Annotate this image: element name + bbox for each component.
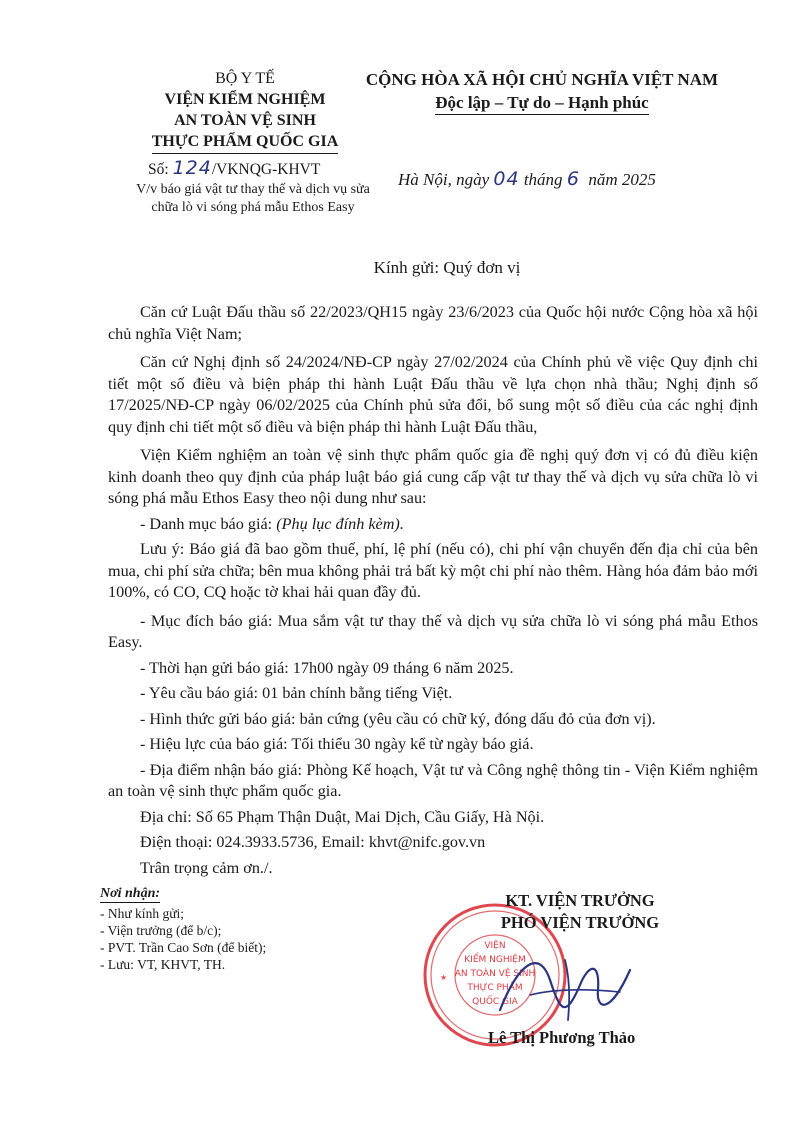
- paragraph-receiving-place: - Địa điểm nhận báo giá: Phòng Kế hoạch, Vật tư và Công nghệ thông tin - Viện Kiểm nghiệm an toàn vệ sinh thực phẩm quốc gia.: [108, 760, 758, 800]
- paragraph-closing: Trân trọng cảm ơn./.: [140, 858, 273, 877]
- document-number: [148, 157, 320, 179]
- paragraph-quote-list: [108, 514, 758, 536]
- issuer-header: [130, 68, 360, 154]
- recipient-item: - Viện trưởng (để b/c);: [100, 923, 222, 938]
- paragraph-legal-basis-1: Căn cứ Luật Đấu thầu số 22/2023/QH15 ngày 23/6/2023 của Quốc hội nước Cộng hòa xã hội chủ nghĩa Việt Nam;: [108, 303, 758, 343]
- greeting-text: Kính gửi: Quý đơn vị: [373, 258, 521, 277]
- stamp-line: KIỂM NGHIỆM: [464, 955, 526, 965]
- paragraph-address: Địa chỉ: Số 65 Phạm Thận Duật, Mai Dịch, Cầu Giấy, Hà Nội.: [140, 807, 545, 826]
- date-day-handwritten: 04: [493, 168, 520, 190]
- issue-date: [398, 168, 656, 190]
- paragraph-purpose: - Mục đích báo giá: Mua sắm vật tư thay thế và dịch vụ sửa chữa lò vi sóng phá mẫu Ethos Easy.: [108, 611, 758, 651]
- date-year: năm 2025: [588, 170, 656, 189]
- date-month-handwritten: 6: [566, 168, 580, 190]
- country-name: CỘNG HÒA XÃ HỘI CHỦ NGHĨA VIỆT NAM: [365, 70, 719, 89]
- handwritten-signature: [470, 940, 650, 1030]
- paragraph-deadline: - Thời hạn gửi báo giá: 17h00 ngày 09 tháng 6 năm 2025.: [140, 658, 514, 677]
- doc-number-suffix: /VKNQG-KHVT: [211, 161, 321, 178]
- recipients-title: Nơi nhận:: [100, 886, 161, 901]
- signature-title-2: PHÓ VIỆN TRƯỞNG: [500, 913, 660, 932]
- signature-title-1: KT. VIỆN TRƯỞNG: [505, 891, 655, 910]
- stamp-line: THỰC PHẨM: [467, 983, 523, 993]
- quote-list-label: - Danh mục báo giá:: [140, 514, 273, 533]
- paragraph-request: Viện Kiểm nghiệm an toàn vệ sinh thực phẩm quốc gia đề nghị quý đơn vị có đủ điều kiện kinh doanh theo quy định của pháp luật báo giá cung cấp vật tư thay thế và dịch vụ sửa chữa lò vi sóng phá mẫu Ethos Easy theo nội dung như sau:: [108, 446, 758, 507]
- national-header: [352, 68, 732, 115]
- institute-name-line3: THỰC PHẨM QUỐC GIA: [152, 131, 339, 154]
- national-motto: Độc lập – Tự do – Hạnh phúc: [435, 91, 648, 115]
- document-subject: V/v báo giá vật tư thay thế và dịch vụ sửa chữa lò vi sóng phá mẫu Ethos Easy: [136, 182, 370, 215]
- date-place: Hà Nội, ngày: [398, 170, 490, 189]
- greeting-line: [0, 258, 800, 278]
- recipients-list: [100, 905, 266, 973]
- doc-number-handwritten: 124: [172, 157, 212, 179]
- recipient-item: - Như kính gửi;: [100, 906, 185, 921]
- doc-number-prefix: Số:: [148, 161, 169, 178]
- paragraph-note: Lưu ý: Báo giá đã bao gồm thuế, phí, lệ phí (nếu có), chi phí vận chuyển đến địa chỉ của bên mua, chi phí sửa chữa; bên mua không phải trả bất kỳ một chi phí nào thêm. Hàng hóa đảm bảo mới 100%, có CO, CQ hoặc tờ khai hải quan đầy đủ.: [108, 540, 758, 601]
- institute-name-line1: VIỆN KIỂM NGHIỆM: [164, 91, 326, 108]
- quote-list-value: (Phụ lục đính kèm).: [276, 514, 404, 533]
- ministry-name: BỘ Y TẾ: [215, 70, 275, 87]
- document-body: [108, 302, 758, 881]
- paragraph-contact: Điện thoại: 024.3933.5736, Email: khvt@nifc.gov.vn: [140, 833, 486, 851]
- stamp-line: AN TOÀN VỆ SINH: [454, 969, 536, 979]
- recipients-block: [100, 884, 266, 973]
- paragraph-submission-form: - Hình thức gửi báo giá: bản cứng (yêu cầu có chữ ký, đóng dấu đỏ của đơn vị).: [140, 709, 656, 728]
- signature-block: [460, 890, 700, 934]
- date-month-word: tháng: [523, 170, 563, 189]
- stamp-line: VIỆN: [484, 941, 506, 951]
- institute-name-line2: AN TOÀN VỆ SINH: [174, 112, 316, 129]
- stamp-line: QUỐC GIA: [472, 997, 518, 1007]
- paragraph-validity: - Hiệu lực của báo giá: Tối thiểu 30 ngày kể từ ngày báo giá.: [140, 735, 534, 753]
- signer-name: Lê Thị Phương Thảo: [488, 1028, 636, 1047]
- recipient-item: - PVT. Trần Cao Sơn (để biết);: [100, 940, 267, 955]
- paragraph-requirement: - Yêu cầu báo giá: 01 bản chính bằng tiếng Việt.: [140, 684, 453, 702]
- svg-text:★: ★: [440, 973, 448, 982]
- recipient-item: - Lưu: VT, KHVT, TH.: [100, 957, 226, 972]
- paragraph-legal-basis-2: Căn cứ Nghị định số 24/2024/NĐ-CP ngày 27/02/2024 của Chính phủ về việc Quy định chi tiết một số điều và biện pháp thi hành Luật Đấu thầu về lựa chọn nhà thầu; Nghị định số 17/2025/NĐ-CP ngày 06/02/2025 của Chính phủ sửa đổi, bổ sung một số điều của các nghị định quy định chi tiết một số điều và biện pháp thi hành Luật Đấu thầu,: [108, 353, 758, 436]
